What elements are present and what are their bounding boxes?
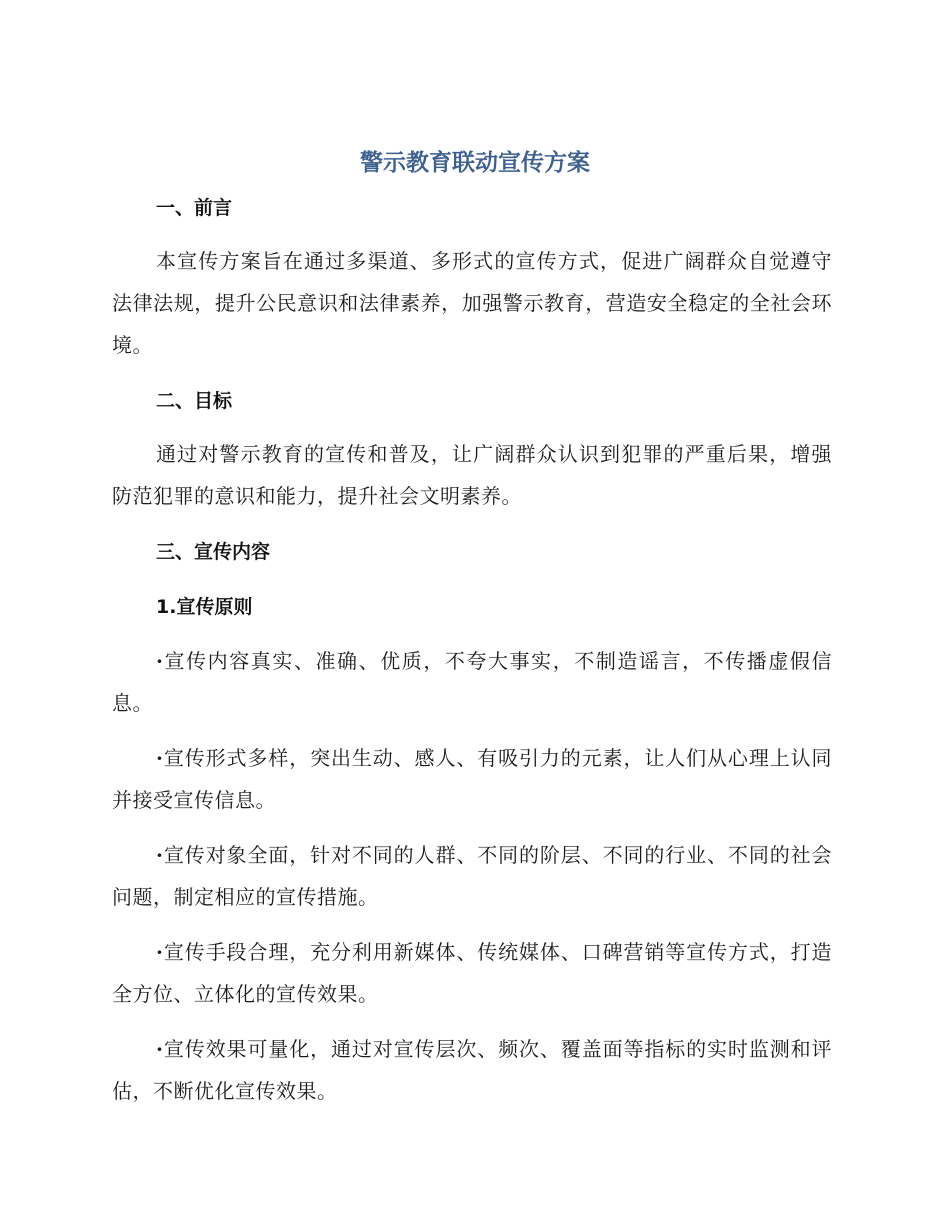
- bullet-mark: ·: [156, 1037, 164, 1061]
- list-item-text: 宣传内容真实、准确、优质，不夸大事实，不制造谣言，不传播虚假信息。: [112, 649, 832, 715]
- list-item-text: 宣传效果可量化，通过对宣传层次、频次、覆盖面等指标的实时监测和评估，不断优化宣传效果。: [112, 1037, 832, 1103]
- list-item: [112, 931, 832, 1015]
- bullet-mark: ·: [156, 746, 164, 770]
- bullet-mark: ·: [156, 843, 164, 867]
- subsection-heading-principles: 1.宣传原则: [156, 596, 253, 618]
- section-heading-preface: 一、前言: [156, 197, 233, 219]
- section-paragraph-preface: 本宣传方案旨在通过多渠道、多形式的宣传方式，促进广阔群众自觉遵守法律法规，提升公民意识和法律素养，加强警示教育，营造安全稳定的全社会环境。: [112, 249, 832, 357]
- list-item-text: 宣传手段合理，充分利用新媒体、传统媒体、口碑营销等宣传方式，打造全方位、立体化的宣传效果。: [112, 940, 832, 1006]
- section-heading-goals: 二、目标: [156, 390, 233, 412]
- list-item: [112, 737, 832, 821]
- document-title: 警示教育联动宣传方案: [360, 150, 590, 176]
- bullet-mark: ·: [156, 649, 164, 673]
- list-item-text: 宣传对象全面，针对不同的人群、不同的阶层、不同的行业、不同的社会问题，制定相应的宣传措施。: [112, 843, 832, 909]
- section-paragraph-goals: 通过对警示教育的宣传和普及，让广阔群众认识到犯罪的严重后果，增强防范犯罪的意识和能力，提升社会文明素养。: [112, 442, 832, 508]
- list-item: [112, 1028, 832, 1112]
- list-item: [112, 640, 832, 724]
- list-item-text: 宣传形式多样，突出生动、感人、有吸引力的元素，让人们从心理上认同并接受宣传信息。: [112, 746, 832, 812]
- section-heading-content: 三、宣传内容: [156, 541, 271, 563]
- bullet-mark: ·: [156, 940, 164, 964]
- list-item: [112, 834, 832, 918]
